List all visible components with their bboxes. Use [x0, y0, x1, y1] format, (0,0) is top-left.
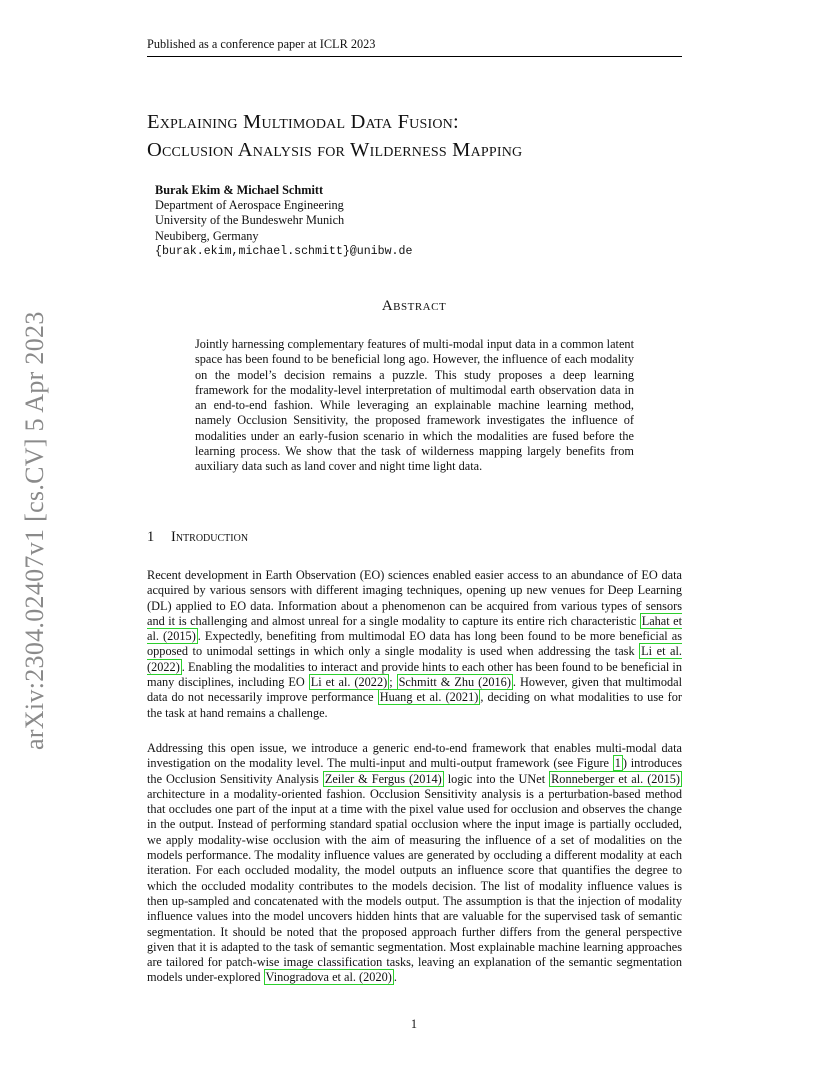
paragraph-text: ;	[389, 675, 397, 690]
paragraph-text: architecture in a modality-oriented fashion. Occlusion Sensitivity analysis is a perturbation-based method that occludes one part of the input at a time with the pixel value used for occlusion and observes the change in the output. Instead of performing standard spatial occlusion where the input image is partially occluded, we apply modality-wise occlusion with the aim of measuring the influence of a set of modalities on the models performance. The modality influence values are generated by occluding a different modality at each iteration. For each occluded modality, the model outputs an influence score that quantifies the degree to which the occluded modality contributes to the models decision. The list of modality influence values is then up-sampled and concatenated with the models output. The assumption is that the injection of modality influence values into the model uncovers hidden hints that are valuable for the supervised task of semantic segmentation. It should be noted that the proposed approach further differs from the general perspective given that it is adapted to the task of semantic segmentation. Most explainable machine learning approaches are tailored for patch-wise image classification tasks, leaving an explanation of the semantic segmentation models under-explored	[147, 786, 682, 985]
paragraph-text: , deciding on what modalities to use for the task at hand remains a challenge.	[147, 690, 682, 720]
paragraph-text: . Enabling the modalities to interact and provide hints to each other has been found to be beneficial in many disciplines, including EO	[147, 659, 682, 690]
section-heading	[147, 529, 248, 546]
citation-link[interactable]: Li et al. (2022)	[310, 675, 388, 690]
paragraph-text: Addressing this open issue, we introduce a generic end-to-end framework that enables multi-modal data investigation on the modality level. The multi-input and multi-output framework (see Figure	[147, 741, 682, 771]
paragraph-text: Recent development in Earth Observation (EO) sciences enabled easier access to an abundance of EO data acquired by various sensors with different imaging techniques, opening up new venues for Deep Learning (DL) applied to EO data. Information about a phenomenon can be acquired from various types of sensors and it is challenging and almost unreal for a single modality to capture its entire rich characteristic	[147, 568, 682, 628]
citation-link[interactable]: Huang et al. (2021)	[379, 690, 479, 705]
paragraph-text: .	[393, 970, 397, 985]
intro-paragraph-2	[147, 741, 682, 986]
affiliation-location: Neubiberg, Germany	[155, 228, 259, 243]
abstract-heading: Abstract	[381, 298, 447, 314]
citation-link[interactable]: Lahat et al. (2015)	[147, 613, 682, 644]
affiliation-university: University of the Bundeswehr Munich	[155, 213, 345, 228]
abstract-text: Jointly harnessing complementary features of multi-modal input data in a common latent space has been found to be beneficial long ago. However, the influence of each modality on the model’s decision remains a puzzle. This study proposes a deep learning framework for the modality-level interpretation of multimodal earth observation data in an end-to-end fashion. While leveraging an explainable machine learning method, namely Occlusion Sensitivity, the proposed framework investigates the influence of modalities under an early-fusion scenario in which the modalities are fused before the learning process. We show that the task of wilderness mapping largely benefits from auxiliary data such as land cover and night time light data.	[195, 337, 634, 474]
paragraph-text: logic into the UNet	[443, 771, 550, 786]
page-number: 1	[410, 1017, 418, 1031]
author-block	[155, 183, 412, 259]
author-email: {burak.ekim,michael.schmitt}@unibw.de	[155, 244, 413, 258]
author-names: Burak Ekim & Michael Schmitt	[155, 183, 324, 197]
intro-paragraph-1	[147, 568, 682, 721]
paper-title	[147, 108, 707, 164]
citation-link[interactable]: Vinogradova et al. (2020)	[265, 970, 392, 985]
citation-link[interactable]: Zeiler & Fergus (2014)	[324, 771, 442, 786]
section-number: 1	[147, 529, 155, 545]
paragraph-text: ) introduces the Occlusion Sensitivity Analysis	[147, 756, 682, 786]
title-line-1: Explaining Multimodal Data Fusion:	[147, 111, 459, 133]
arxiv-stamp: arXiv:2304.02407v1 [cs.CV] 5 Apr 2023	[20, 311, 49, 750]
figure-link[interactable]: 1	[614, 756, 621, 771]
paragraph-text: . However, given that multimodal data do not necessarily improve performance	[147, 675, 682, 705]
section-title: Introduction	[171, 529, 249, 545]
paragraph-text: . Expectedly, benefiting from multimodal EO data has long been found to be more beneficial as opposed to unimodal settings in which only a single modality is used when addressing the task	[147, 629, 682, 659]
citation-link[interactable]: Li et al. (2022)	[147, 644, 683, 674]
citation-link[interactable]: Ronneberger et al. (2015)	[551, 771, 680, 786]
citation-link[interactable]: Schmitt & Zhu (2016)	[398, 675, 511, 690]
affiliation-department: Department of Aerospace Engineering	[155, 198, 344, 213]
title-line-2: Occlusion Analysis for Wilderness Mapping	[147, 139, 523, 161]
running-header: Published as a conference paper at ICLR 2023	[147, 37, 682, 57]
